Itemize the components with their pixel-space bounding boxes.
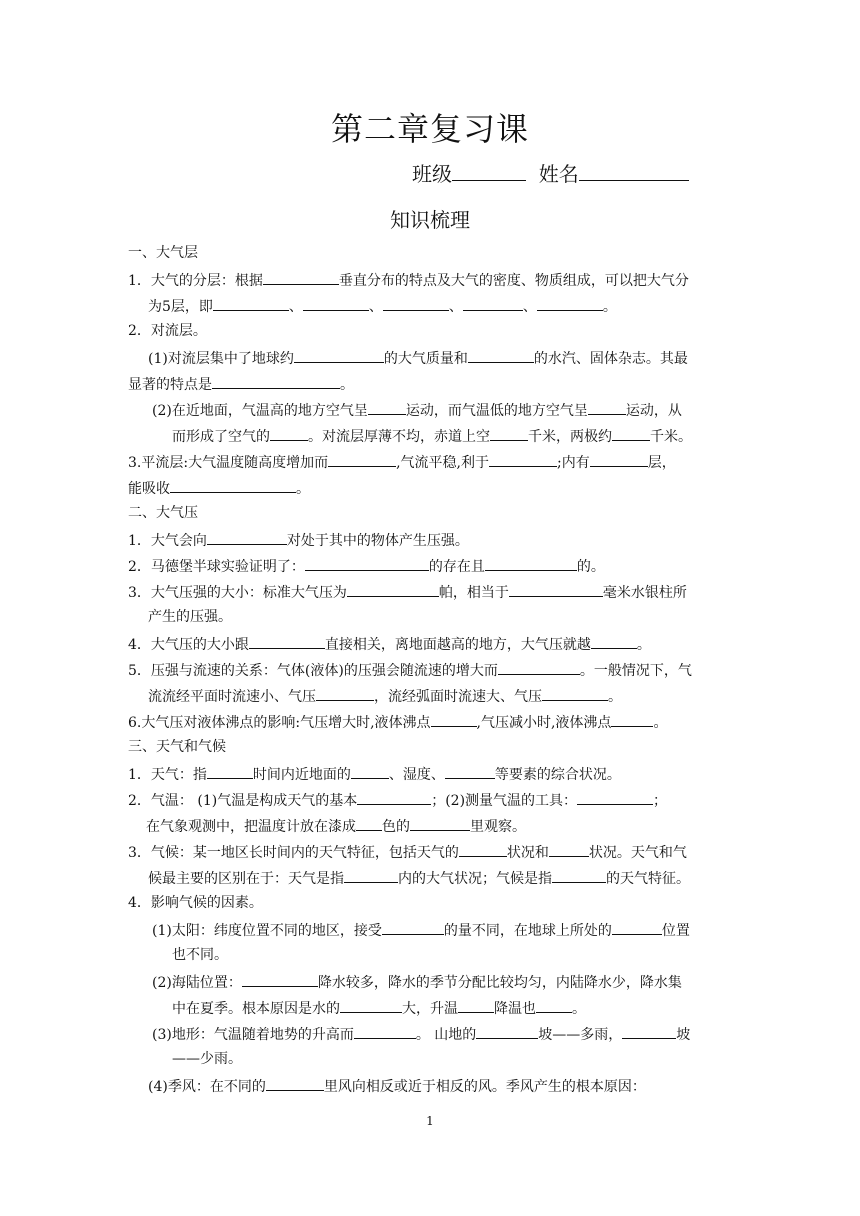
line-text: 运动，从	[625, 403, 682, 419]
line-text: 。一般情况下，气	[579, 663, 692, 679]
line-text: 。	[608, 689, 622, 705]
line-text: ——少雨。	[172, 1051, 242, 1067]
line-text: 降温也	[494, 1001, 536, 1017]
line-text: 候最主要的区别在于：天气是指	[148, 871, 344, 887]
text-line-l2	[128, 269, 689, 291]
line-text: 、	[448, 299, 463, 315]
fill-in-blank[interactable]	[170, 477, 296, 493]
line-text: 降水较多，降水的季节分配比较均匀，内陆降水少，降水集	[317, 975, 682, 991]
line-text: 大，升温	[402, 1001, 458, 1017]
fill-in-blank[interactable]	[368, 399, 406, 415]
fill-in-blank[interactable]	[485, 555, 577, 571]
fill-in-blank[interactable]	[242, 971, 318, 987]
line-text: 中在夏季。根本原因是水的	[172, 1001, 340, 1017]
fill-in-blank[interactable]	[536, 997, 572, 1013]
section-subtitle: 知识梳理	[390, 208, 470, 232]
fill-in-blank[interactable]	[590, 451, 648, 467]
text-line-l8	[172, 425, 692, 447]
fill-in-blank[interactable]	[382, 919, 444, 935]
fill-in-blank[interactable]	[552, 867, 606, 883]
name-blank[interactable]	[579, 162, 689, 181]
line-text: 层，	[647, 455, 676, 471]
text-line-l23	[146, 815, 526, 837]
fill-in-blank[interactable]	[356, 815, 382, 831]
line-text: 而形成了空气的	[172, 429, 270, 445]
line-text: 对处于其中的物体产生压强。	[286, 533, 469, 549]
fill-in-blank[interactable]	[498, 659, 580, 675]
line-text: 产生的压强。	[148, 609, 232, 625]
line-text: 、	[288, 299, 303, 315]
fill-in-blank[interactable]	[354, 1023, 416, 1039]
line-text: 坡	[676, 1027, 691, 1043]
line-text: 5．压强与流速的关系：气体(液体)的压强会随流速的增大而	[128, 663, 498, 679]
class-label: 班级	[412, 162, 452, 186]
fill-in-blank[interactable]	[410, 815, 470, 831]
fill-in-blank[interactable]	[212, 373, 340, 389]
line-text: 千米，两极约	[528, 429, 612, 445]
line-text: 的大气质量和	[383, 351, 468, 367]
line-text: (4)季风：在不同的	[148, 1079, 266, 1095]
text-line-l7	[152, 399, 682, 421]
line-text: 、	[522, 299, 537, 315]
line-text: 2．对流层。	[128, 323, 207, 339]
line-text: 里风向相反或近于相反的风。季风产生的根本原因：	[323, 1079, 646, 1095]
line-text: 位置	[661, 923, 690, 939]
text-line-l6	[128, 373, 354, 395]
fill-in-blank[interactable]	[351, 763, 389, 779]
line-text: 2．气温： (1)气温是构成天气的基本	[128, 793, 358, 809]
line-text: 。	[636, 637, 651, 653]
line-text: ,气压减小时,液体沸点	[476, 715, 612, 731]
line-text: 2．马德堡半球实验证明了：	[128, 559, 305, 575]
text-line-l30	[172, 997, 586, 1019]
line-text: 1．天气：指	[128, 767, 207, 783]
fill-in-blank[interactable]	[537, 295, 603, 311]
fill-in-blank[interactable]	[344, 867, 398, 883]
line-text: 直接相关，离地面越高的地方，大气压就越	[324, 637, 591, 653]
text-line-l1	[128, 243, 198, 263]
line-text: ；(2)测量气温的工具：	[431, 793, 578, 809]
line-text: 等要素的综合状况。	[494, 767, 621, 783]
line-text: 4．大气压的大小跟	[128, 637, 249, 653]
fill-in-blank[interactable]	[263, 269, 339, 285]
fill-in-blank[interactable]	[357, 789, 431, 805]
line-text: ,气流平稳,利于	[396, 455, 489, 471]
line-text: (1)太阳：纬度位置不同的地区，接受	[152, 923, 382, 939]
line-text: 1．大气会向	[128, 533, 207, 549]
line-text: 。对流层厚薄不均，赤道上空	[308, 429, 490, 445]
fill-in-blank[interactable]	[294, 347, 384, 363]
text-line-l26	[128, 893, 263, 913]
text-line-l31	[152, 1023, 690, 1045]
line-text: 帕，相当于	[438, 585, 509, 601]
line-text: 的。	[576, 559, 605, 575]
fill-in-blank[interactable]	[445, 763, 495, 779]
text-line-l17	[128, 659, 692, 681]
line-text: 。	[340, 377, 354, 393]
text-line-l3	[148, 295, 617, 317]
line-text: 一、大气层	[128, 245, 198, 261]
line-text: 状况。天气和气	[588, 845, 687, 861]
line-text: 。	[296, 481, 310, 497]
class-name-line	[412, 158, 689, 187]
fill-in-blank[interactable]	[588, 399, 626, 415]
line-text: 3．大气压强的大小：标准大气压为	[128, 585, 347, 601]
fill-in-blank[interactable]	[463, 295, 523, 311]
line-text: 时间内近地面的	[252, 767, 351, 783]
fill-in-blank[interactable]	[213, 295, 289, 311]
line-text: 3.平流层:大气温度随高度增加而	[128, 455, 329, 471]
line-text: 坡——多雨，	[538, 1027, 623, 1043]
line-text: 、	[368, 299, 383, 315]
text-line-l18	[148, 685, 622, 707]
text-line-l19	[128, 711, 667, 733]
fill-in-blank[interactable]	[542, 685, 608, 701]
fill-in-blank[interactable]	[303, 295, 369, 311]
fill-in-blank[interactable]	[328, 451, 396, 467]
text-line-l5	[148, 347, 688, 369]
text-line-l4	[128, 321, 207, 341]
fill-in-blank[interactable]	[591, 633, 637, 649]
fill-in-blank[interactable]	[340, 997, 402, 1013]
fill-in-blank[interactable]	[347, 581, 439, 597]
line-text: 内的大气状况；气候是指	[398, 871, 552, 887]
line-text: 。	[602, 299, 617, 315]
class-blank[interactable]	[452, 162, 526, 181]
line-text: (2)在近地面，气温高的地方空气呈	[152, 403, 368, 419]
fill-in-blank[interactable]	[266, 1075, 324, 1091]
fill-in-blank[interactable]	[489, 451, 557, 467]
line-text: ;内有	[556, 455, 590, 471]
text-line-l24	[128, 841, 687, 863]
fill-in-blank[interactable]	[249, 633, 325, 649]
line-text: 6.大气压对液体沸点的影响:气压增大时,液体沸点	[128, 715, 431, 731]
fill-in-blank[interactable]	[458, 997, 494, 1013]
name-label: 姓名	[538, 162, 579, 186]
fill-in-blank[interactable]	[305, 555, 429, 571]
text-line-l25	[148, 867, 690, 889]
line-text: 显著的特点是	[128, 377, 212, 393]
line-text: 能吸收	[128, 481, 170, 497]
line-text: ；	[653, 793, 668, 809]
fill-in-blank[interactable]	[459, 841, 507, 857]
line-text: 。 山地的	[415, 1027, 477, 1043]
fill-in-blank[interactable]	[622, 1023, 676, 1039]
line-text: 1．大气的分层：根据	[128, 273, 263, 289]
line-text: 也不同。	[172, 947, 228, 963]
text-line-l16	[128, 633, 651, 655]
text-line-l11	[128, 503, 198, 523]
fill-in-blank[interactable]	[509, 581, 603, 597]
line-text: 为5层，即	[148, 299, 213, 315]
text-line-l29	[152, 971, 682, 993]
text-line-l21	[128, 763, 621, 785]
fill-in-blank[interactable]	[549, 841, 589, 857]
text-line-l20	[128, 737, 226, 757]
page-title: 第二章复习课	[330, 110, 529, 148]
line-text: 、湿度、	[388, 767, 445, 783]
line-text: 4．影响气候的因素。	[128, 895, 263, 911]
text-line-l15	[148, 607, 232, 627]
fill-in-blank[interactable]	[316, 685, 374, 701]
line-text: 色的	[382, 819, 410, 835]
text-line-l32	[172, 1049, 242, 1069]
line-text: 。	[653, 715, 668, 731]
fill-in-blank[interactable]	[207, 763, 253, 779]
fill-in-blank[interactable]	[468, 347, 534, 363]
line-text: (3)地形：气温随着地势的升高而	[152, 1027, 354, 1043]
fill-in-blank[interactable]	[612, 425, 650, 441]
line-text: 3．气候：某一地区长时间内的天气特征，包括天气的	[128, 845, 459, 861]
line-text: 在气象观测中，把温度计放在漆成	[146, 819, 356, 835]
line-text: 的天气特征。	[606, 871, 690, 887]
fill-in-blank[interactable]	[577, 789, 653, 805]
fill-in-blank[interactable]	[207, 529, 287, 545]
fill-in-blank[interactable]	[611, 711, 653, 727]
line-text: 运动，而气温低的地方空气呈	[405, 403, 588, 419]
text-line-l10	[128, 477, 310, 499]
fill-in-blank[interactable]	[431, 711, 477, 727]
line-text: 的存在且	[428, 559, 485, 575]
line-text: 的量不同，在地球上所处的	[443, 923, 612, 939]
line-text: (2)海陆位置：	[152, 975, 242, 991]
line-text: 垂直分布的特点及大气的密度、物质组成，可以把大气分	[338, 273, 689, 289]
line-text: 三、天气和气候	[128, 739, 226, 755]
fill-in-blank[interactable]	[270, 425, 308, 441]
text-line-l13	[128, 555, 605, 577]
fill-in-blank[interactable]	[490, 425, 528, 441]
line-text: ，流经弧面时流速大、气压	[374, 689, 542, 705]
fill-in-blank[interactable]	[476, 1023, 538, 1039]
line-text: 状况和	[506, 845, 549, 861]
line-text: 里观察。	[470, 819, 526, 835]
text-line-l14	[128, 581, 687, 603]
page-number: 1	[426, 1114, 434, 1128]
line-text: 的水汽、固体杂志。其最	[533, 351, 688, 367]
line-text: 二、大气压	[128, 505, 198, 521]
text-line-l28	[172, 945, 228, 965]
text-line-l27	[152, 919, 690, 941]
text-line-l33	[148, 1075, 646, 1097]
line-text: 。	[572, 1001, 586, 1017]
text-line-l22	[128, 789, 667, 811]
line-text: 流流经平面时流速小、气压	[148, 689, 316, 705]
text-line-l9	[128, 451, 676, 473]
text-line-l12	[128, 529, 469, 551]
line-text: (1)对流层集中了地球约	[148, 351, 294, 367]
line-text: 毫米水银柱所	[602, 585, 687, 601]
fill-in-blank[interactable]	[612, 919, 662, 935]
line-text: 千米。	[650, 429, 692, 445]
fill-in-blank[interactable]	[383, 295, 449, 311]
